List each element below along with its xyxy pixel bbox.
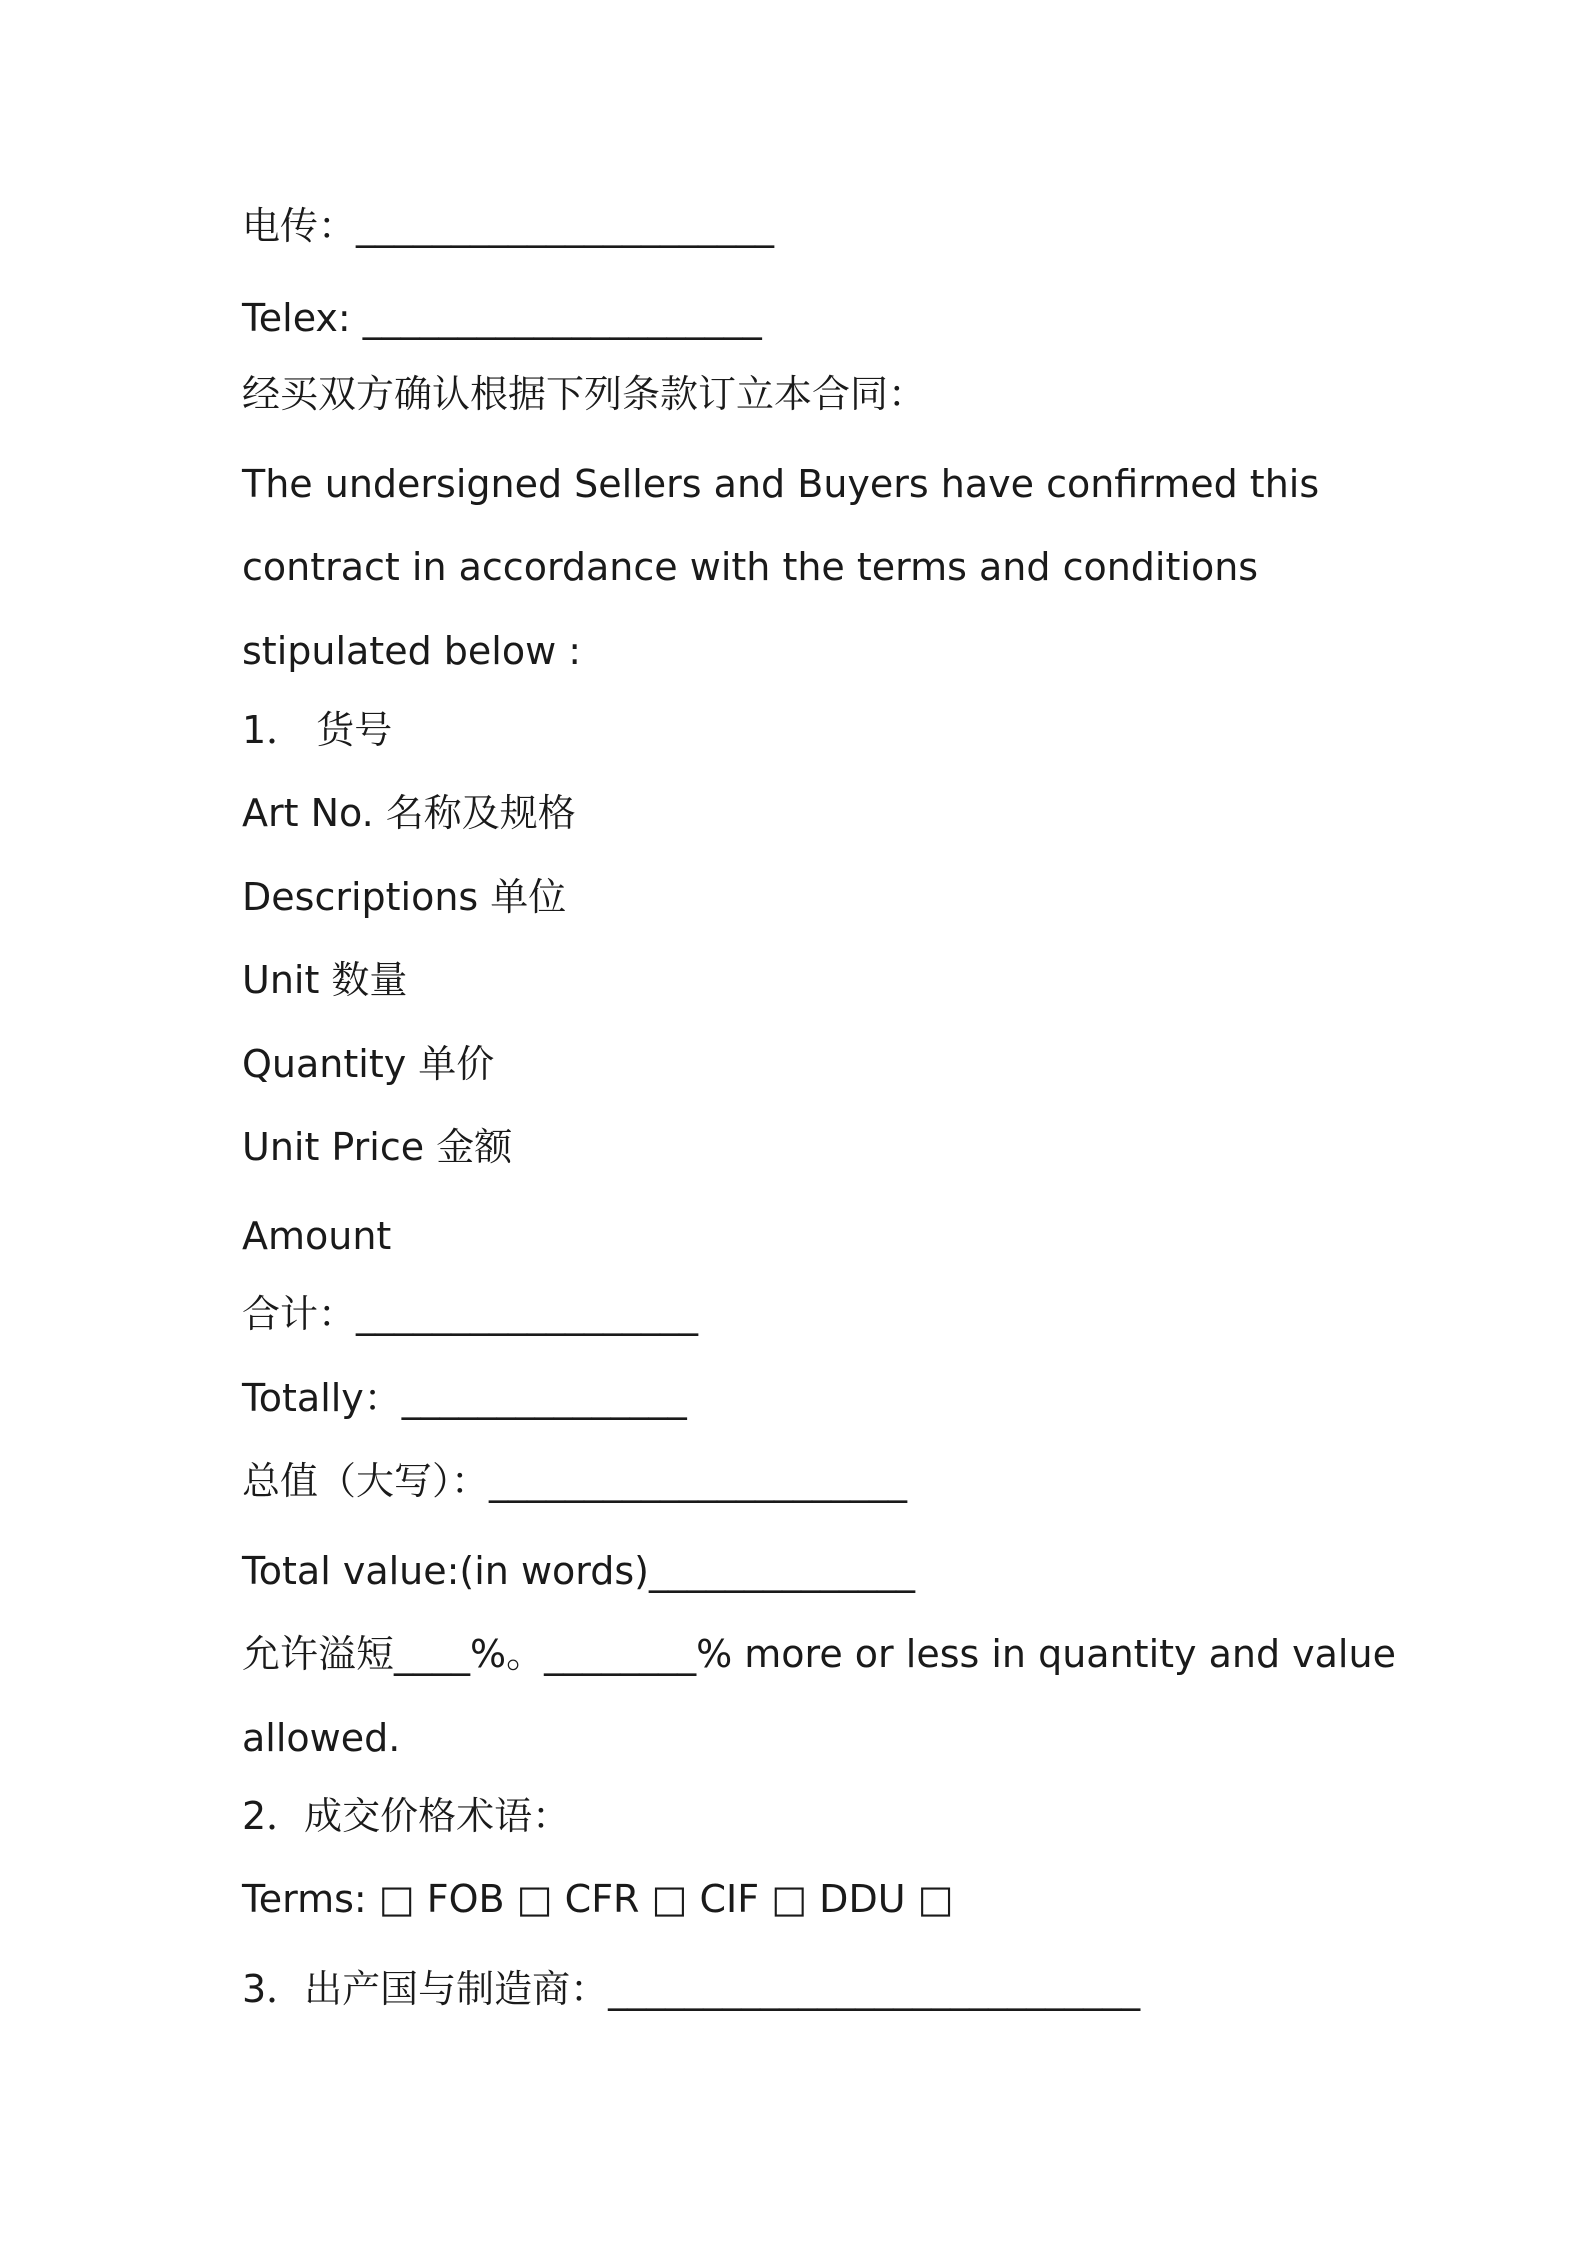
price-terms-en-line: Terms: □ FOB □ CFR □ CIF □ DDU □ bbox=[242, 1877, 954, 1921]
quantity-tolerance-line-2: allowed. bbox=[242, 1716, 401, 1760]
art-no-description-line: Art No. 名称及规格 bbox=[242, 791, 576, 835]
confirmation-en-line-1: The undersigned Sellers and Buyers have confirmed this bbox=[242, 462, 1320, 506]
total-cn-line: 合计：__________________ bbox=[242, 1292, 699, 1336]
origin-manufacturer-line: 3．出产国与制造商：____________________________ bbox=[242, 1967, 1141, 2011]
descriptions-unit-line: Descriptions 单位 bbox=[242, 875, 567, 919]
unit-quantity-line: Unit 数量 bbox=[242, 958, 408, 1002]
confirmation-cn-line: 经买双方确认根据下列条款订立本合同： bbox=[242, 372, 927, 416]
quantity-unit-price-line: Quantity 单价 bbox=[242, 1042, 495, 1086]
totally-en-line: Totally：_______________ bbox=[242, 1376, 687, 1420]
telex-cn-line: 电传：______________________ bbox=[242, 204, 775, 248]
amount-line: Amount bbox=[242, 1214, 392, 1258]
total-value-cn-line: 总值（大写）：______________________ bbox=[242, 1459, 908, 1503]
price-terms-cn-line: 2．成交价格术语： bbox=[242, 1794, 571, 1838]
item-1-art-no-cn: 1． 货号 bbox=[242, 708, 393, 752]
unit-price-amount-line: Unit Price 金额 bbox=[242, 1125, 513, 1169]
confirmation-en-line-2: contract in accordance with the terms and conditions bbox=[242, 545, 1259, 589]
confirmation-en-line-3: stipulated below : bbox=[242, 629, 582, 673]
telex-en-line: Telex: _____________________ bbox=[242, 296, 762, 340]
total-value-en-line: Total value:(in words)______________ bbox=[242, 1549, 915, 1593]
quantity-tolerance-line: 允许溢短____%。________% more or less in quantity and value bbox=[242, 1632, 1396, 1676]
